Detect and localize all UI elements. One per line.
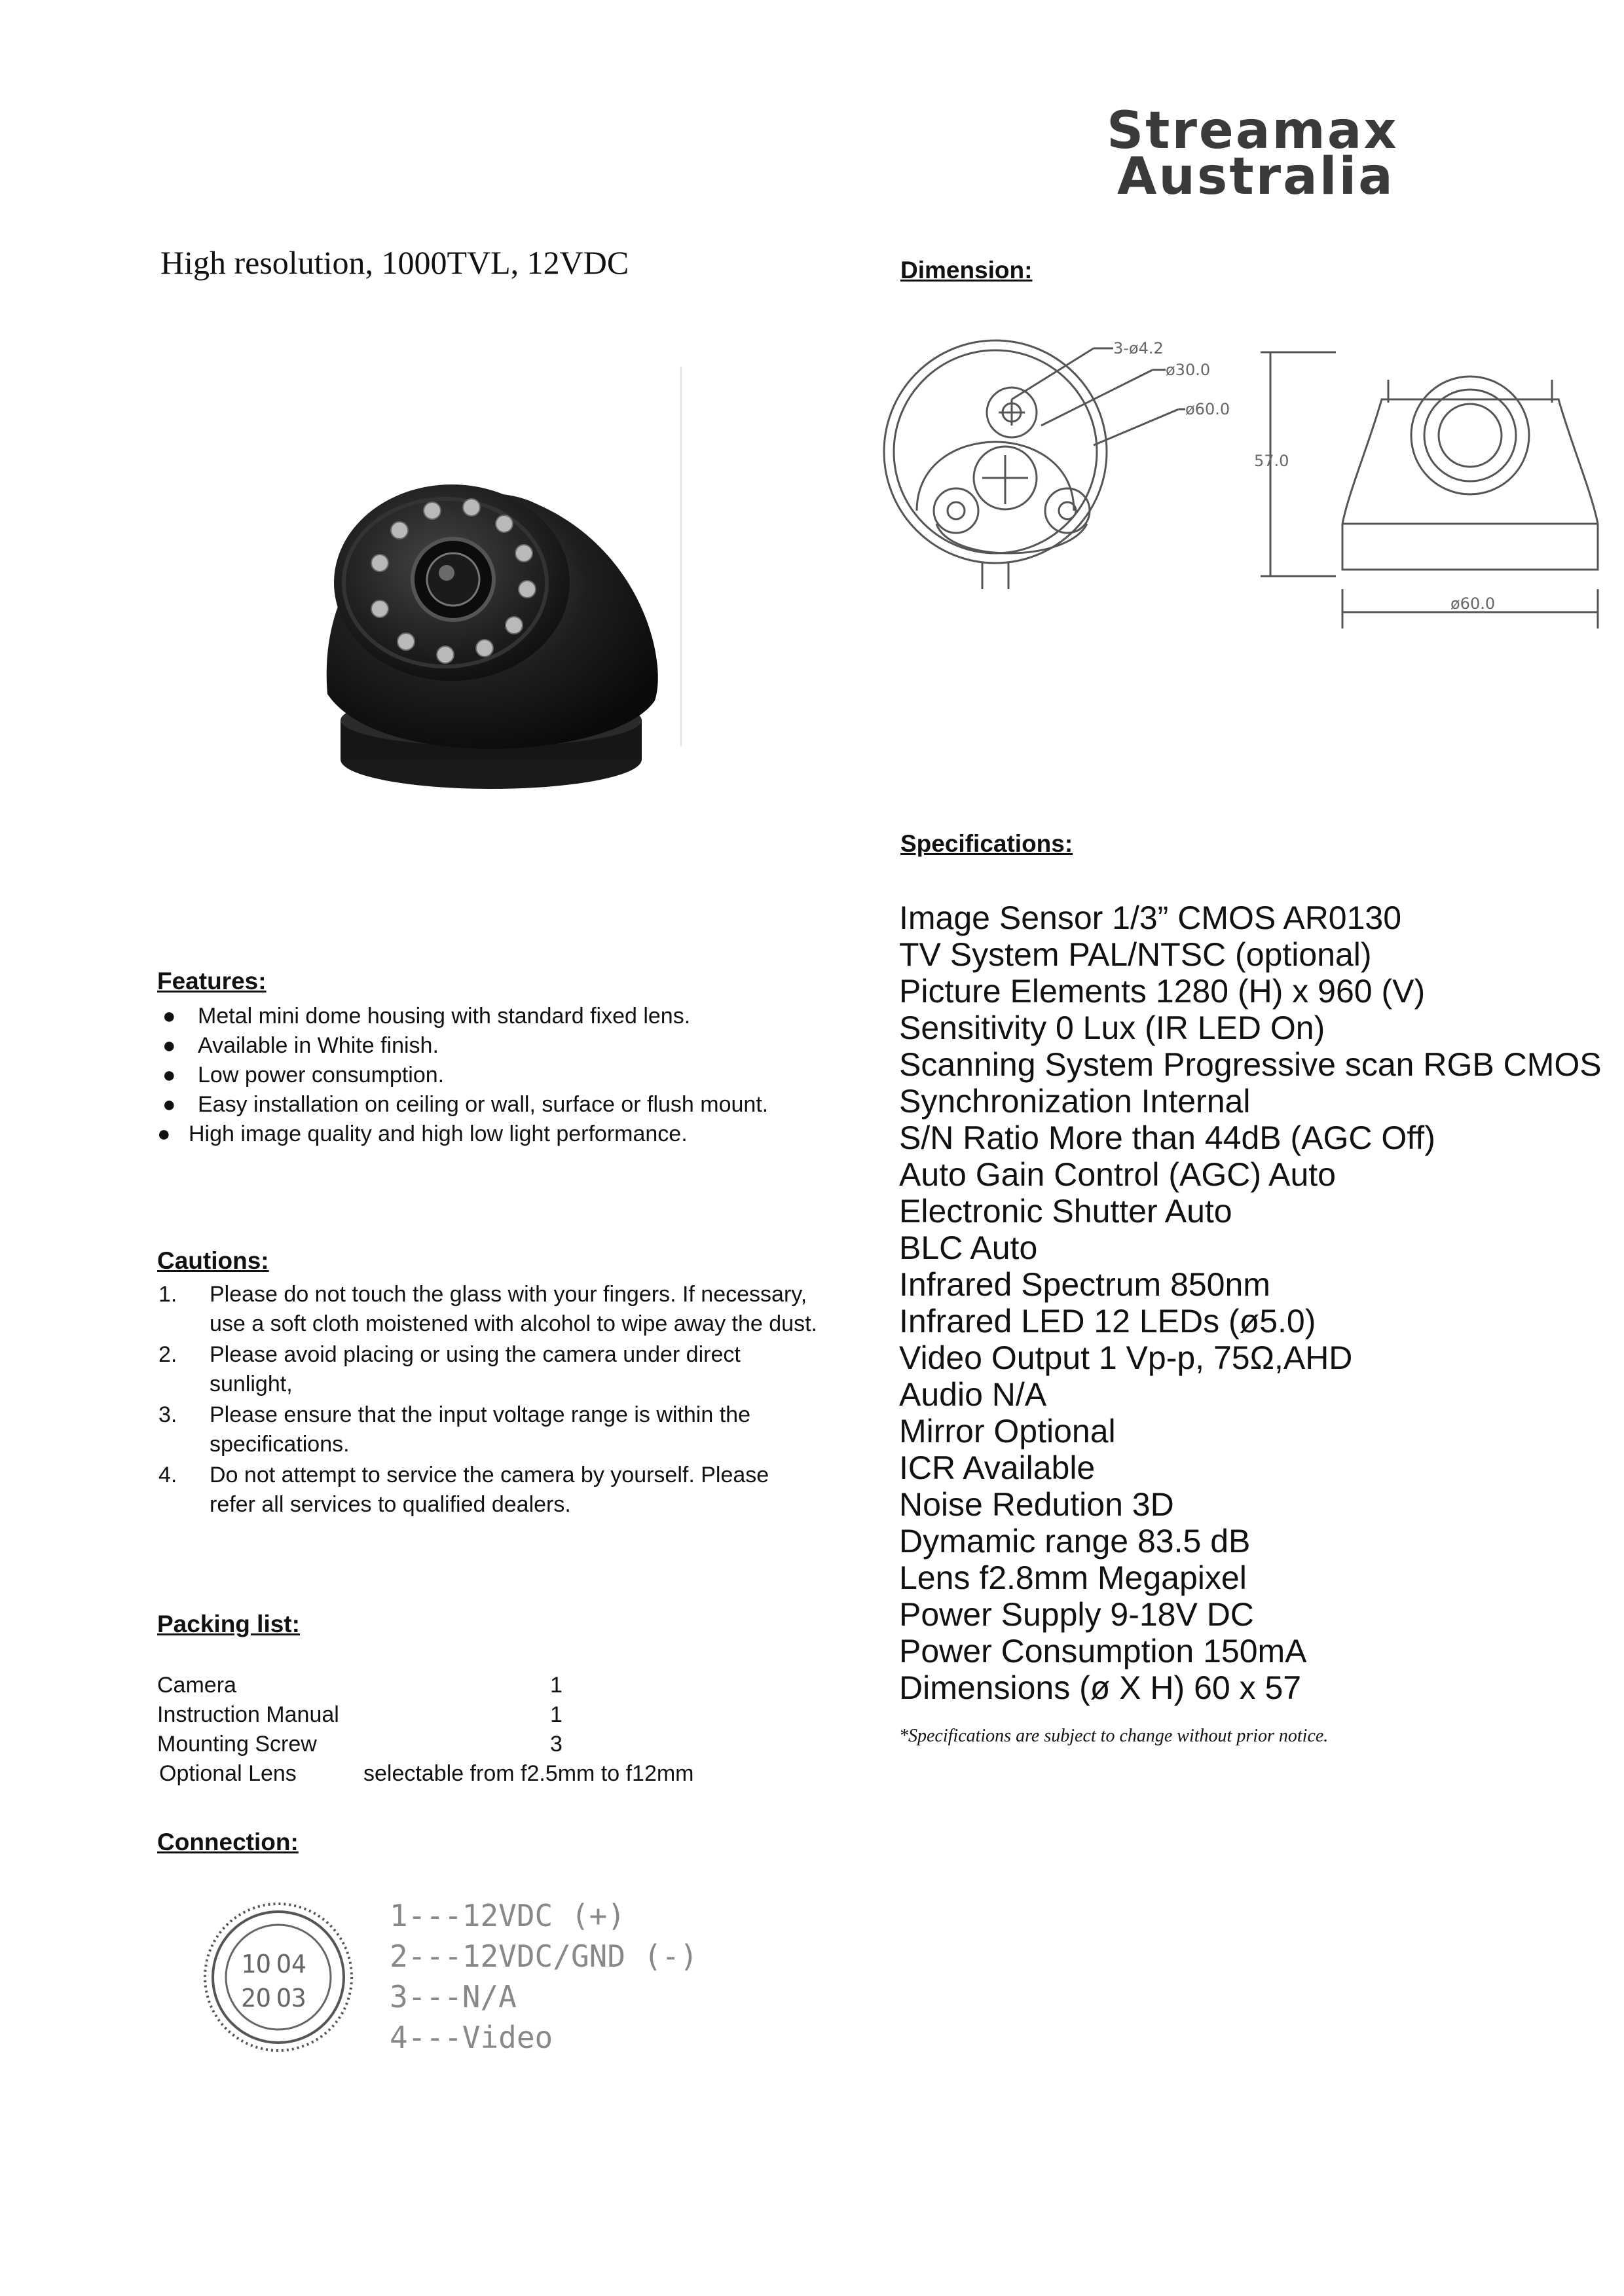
table-row: Optional Lens selectable from f2.5mm to f12mm [159, 1761, 694, 1786]
pin-line-2: 2---12VDC/GND (-) [390, 1939, 698, 1974]
specifications-note: *Specifications are subject to change without prior notice. [899, 1726, 1329, 1746]
table-row: Mounting Screw 3 [157, 1732, 563, 1757]
table-row: Instruction Manual 1 [157, 1702, 563, 1727]
spec-item: Infrared Spectrum 850nm [899, 1266, 1270, 1303]
pin-3-label: O3 [276, 1984, 306, 2013]
dim-label-width: ø60.0 [1450, 594, 1496, 613]
spec-item: Noise Redution 3D [899, 1486, 1174, 1523]
dome-camera-photo [275, 354, 701, 812]
logo-line-1: Streamax [1107, 101, 1399, 160]
cautions-heading: Cautions: [157, 1247, 269, 1274]
list-item: 2. Please avoid placing or using the camera under direct sunlight, [158, 1342, 741, 1396]
features-list [157, 1002, 786, 1149]
features-heading: Features: [157, 968, 267, 994]
list-item: 4. Do not attempt to service the camera by yourself. Please refer all services to qualified dealers. [158, 1463, 769, 1517]
spec-item: Audio N/A [899, 1376, 1047, 1413]
spec-item: S/N Ratio More than 44dB (AGC Off) [899, 1120, 1435, 1156]
pin-line-1: 1---12VDC (+) [390, 1898, 626, 1933]
packing-section [157, 1611, 812, 1789]
table-row: Camera 1 [157, 1673, 563, 1698]
spec-item: Lens f2.8mm Megapixel [899, 1559, 1247, 1596]
pin-1-label: 1O [241, 1950, 271, 1978]
connector-pinout-diagram [203, 1886, 792, 2069]
spec-item: Power Supply 9-18V DC [899, 1596, 1254, 1633]
spec-item: Sensitivity 0 Lux (IR LED On) [899, 1010, 1325, 1046]
cautions-list [157, 1280, 819, 1520]
dim-label-holes: 3-ø4.2 [1113, 339, 1164, 357]
spec-item: Mirror Optional [899, 1413, 1116, 1449]
list-item: ● Metal mini dome housing with standard fixed lens. [162, 1004, 691, 1029]
spec-item: Dymamic range 83.5 dB [899, 1523, 1251, 1559]
spec-item: TV System PAL/NTSC (optional) [899, 936, 1372, 973]
pin-line-4: 4---Video [390, 2020, 553, 2055]
spec-item: Dimensions (ø X H) 60 x 57 [899, 1669, 1302, 1706]
dim-label-d60: ø60.0 [1185, 400, 1230, 418]
dimension-heading: Dimension: [900, 257, 1033, 283]
spec-item: ICR Available [899, 1449, 1096, 1486]
spec-item: Scanning System Progressive scan RGB CMOS [899, 1046, 1602, 1083]
packing-table [157, 1671, 812, 1789]
spec-item: Picture Elements 1280 (H) x 960 (V) [899, 973, 1426, 1010]
specifications-list [899, 900, 1602, 1706]
spec-item: Video Output 1 Vp-p, 75Ω,AHD [899, 1339, 1353, 1376]
spec-item: Infrared LED 12 LEDs (ø5.0) [899, 1303, 1316, 1339]
product-headline: High resolution, 1000TVL, 12VDC [160, 244, 629, 281]
pin-2-label: 2O [241, 1984, 271, 2013]
spec-item: Synchronization Internal [899, 1083, 1251, 1120]
list-item: 1. Please do not touch the glass with your fingers. If necessary, use a soft cloth moistened with alcohol to wipe away the dust. [158, 1282, 817, 1336]
list-item: ● High image quality and high low light performance. [157, 1121, 688, 1146]
list-item: ● Available in White finish. [162, 1033, 439, 1058]
pin-4-label: O4 [276, 1950, 306, 1978]
brand-logo [1107, 101, 1473, 206]
spec-item: Image Sensor 1/3” CMOS AR0130 [899, 900, 1402, 936]
dim-label-height: 57.0 [1254, 452, 1289, 470]
connection-heading: Connection: [157, 1829, 299, 1855]
spec-item: Auto Gain Control (AGC) Auto [899, 1156, 1336, 1193]
spec-item: BLC Auto [899, 1230, 1038, 1266]
dim-label-d30: ø30.0 [1166, 361, 1211, 379]
pin-line-3: 3---N/A [390, 1979, 517, 2014]
list-item: 3. Please ensure that the input voltage range is within the specifications. [158, 1402, 750, 1457]
list-item: ● Low power consumption. [162, 1063, 445, 1087]
specifications-heading: Specifications: [900, 830, 1073, 857]
cautions-section [157, 1247, 819, 1521]
dimension-drawing [877, 314, 1604, 648]
features-section [157, 968, 786, 1149]
logo-line-2: Australia [1117, 147, 1395, 206]
spec-item: Power Consumption 150mA [899, 1633, 1307, 1669]
packing-heading: Packing list: [157, 1611, 300, 1637]
list-item: ● Easy installation on ceiling or wall, surface or flush mount. [162, 1092, 769, 1117]
spec-item: Electronic Shutter Auto [899, 1193, 1232, 1230]
